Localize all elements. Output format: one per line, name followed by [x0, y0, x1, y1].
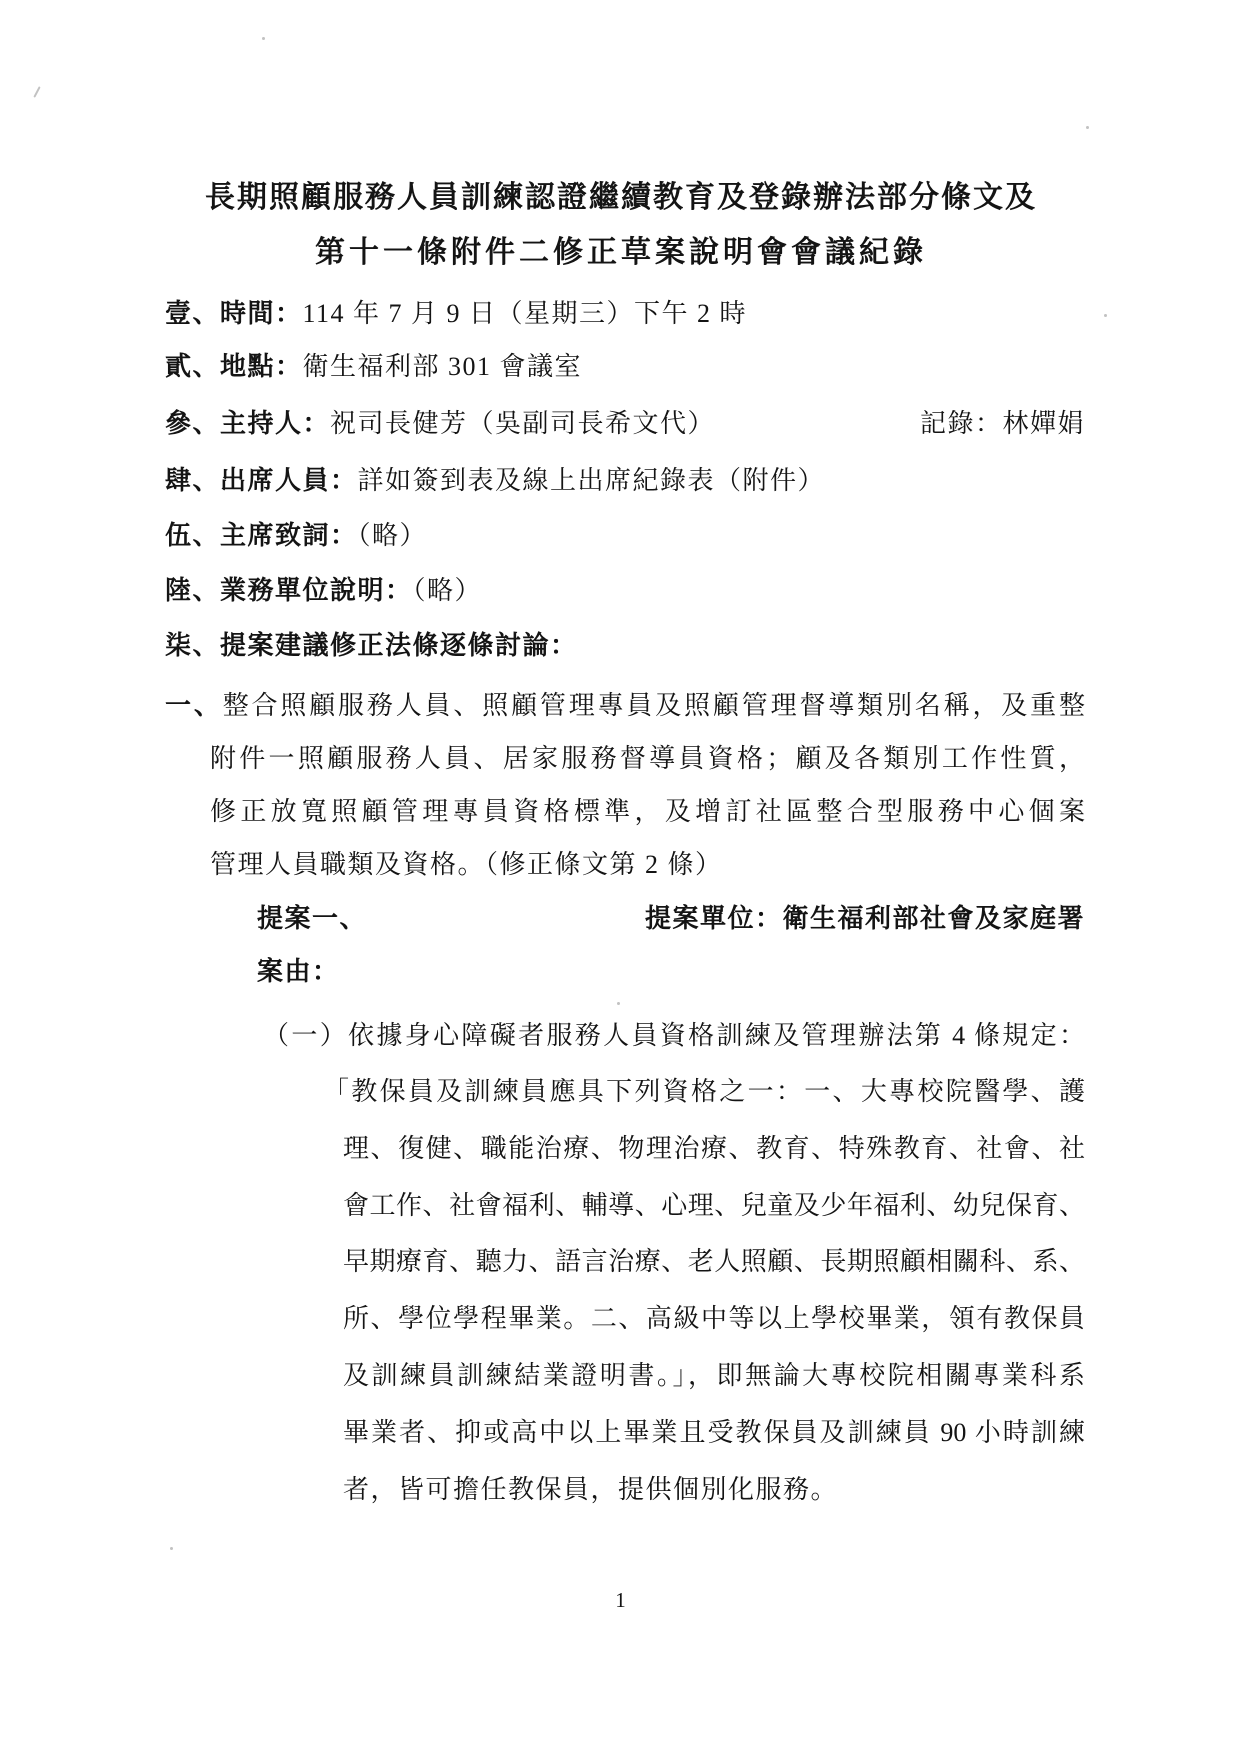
scan-speckle — [617, 1002, 620, 1005]
meta-chair-remarks-value: （略） — [357, 521, 428, 550]
point-1-line-9: 者，皆可擔任教保員，提供個別化服務。 — [343, 1475, 839, 1504]
proposal-unit: 提案單位：衛生福利部社會及家庭署 — [644, 904, 1085, 933]
proposal-subject-label: 案由： — [257, 957, 340, 986]
section-heading-discussion: 柒、提案建議修正法條逐條討論： — [165, 631, 578, 660]
item-1-line-1-text: 整合照顧服務人員、照顧管理專員及照顧管理督導類別名稱，及重整 — [222, 691, 1085, 720]
page-number: 1 — [615, 1588, 626, 1612]
meta-host-value: 祝司長健芳（吳副司長希文代） — [330, 409, 716, 438]
point-1-line-6: 所、學位學程畢業。二、高級中等以上學校畢業，領有教保員 — [343, 1304, 1085, 1333]
item-1-line-2: 附件一照顧服務人員、居家服務督導員資格；顧及各類別工作性質， — [210, 744, 1085, 773]
scan-speckle — [1086, 126, 1089, 129]
meta-host-row — [165, 409, 715, 439]
scan-speckle — [170, 1547, 173, 1550]
meta-time-label: 壹、時間： — [165, 299, 303, 328]
meta-attendees-value: 詳如簽到表及線上出席紀錄表（附件） — [357, 466, 826, 495]
proposal-number: 提案一、 — [257, 904, 368, 933]
point-1-line-5: 早期療育、聽力、語言治療、老人照顧、長期照顧相關科、系、 — [343, 1247, 1085, 1276]
scan-speckle — [33, 86, 40, 98]
point-1-marker: （一） — [263, 1021, 349, 1050]
document-title-line-1: 長期照顧服務人員訓練認證繼續教育及登錄辦法部分條文及 — [205, 181, 1037, 214]
meta-unit-briefing-label: 陸、業務單位說明： — [165, 576, 413, 605]
point-1-line-3: 理、復健、職能治療、物理治療、教育、特殊教育、社會、社 — [343, 1134, 1085, 1163]
item-1-marker: 一、 — [165, 691, 223, 720]
meta-chair-remarks-label: 伍、主席致詞： — [165, 521, 358, 550]
item-1-line-1 — [165, 691, 1085, 721]
point-1-line-1 — [263, 1021, 1085, 1051]
meta-recorder: 記錄：林嬋娟 — [919, 409, 1085, 438]
meta-place-row — [165, 352, 582, 382]
meta-time-row — [165, 299, 747, 329]
meta-host-label: 參、主持人： — [165, 409, 331, 438]
point-1-line-1-text: 依據身心障礙者服務人員資格訓練及管理辦法第 4 條規定： — [348, 1021, 1085, 1050]
scan-speckle — [262, 37, 265, 40]
point-1-line-7: 及訓練員訓練結業證明書。」，即無論大專校院相關專業科系 — [343, 1361, 1085, 1390]
point-1-line-4: 會工作、社會福利、輔導、心理、兒童及少年福利、幼兒保育、 — [343, 1191, 1085, 1220]
point-1-line-8: 畢業者、抑或高中以上畢業且受教保員及訓練員 90 小時訓練 — [343, 1418, 1085, 1447]
meta-attendees-row — [165, 466, 825, 496]
meta-unit-briefing-row — [165, 576, 482, 606]
point-1-line-2: 「教保員及訓練員應具下列資格之一：一、大專校院醫學、護 — [323, 1077, 1085, 1106]
item-1-line-3: 修正放寬照顧管理專員資格標準，及增訂社區整合型服務中心個案 — [210, 797, 1085, 826]
meta-place-label: 貳、地點： — [165, 352, 303, 381]
document-title-line-2: 第十一條附件二修正草案說明會會議紀錄 — [315, 236, 927, 269]
meta-attendees-label: 肆、出席人員： — [165, 466, 358, 495]
scan-speckle — [1104, 314, 1107, 317]
meta-place-value: 衛生福利部 301 會議室 — [302, 352, 583, 381]
meta-unit-briefing-value: （略） — [412, 576, 483, 605]
meta-time-value: 114 年 7 月 9 日（星期三）下午 2 時 — [302, 299, 748, 328]
meta-chair-remarks-row — [165, 521, 427, 551]
item-1-line-4: 管理人員職類及資格。（修正條文第 2 條） — [210, 850, 723, 879]
